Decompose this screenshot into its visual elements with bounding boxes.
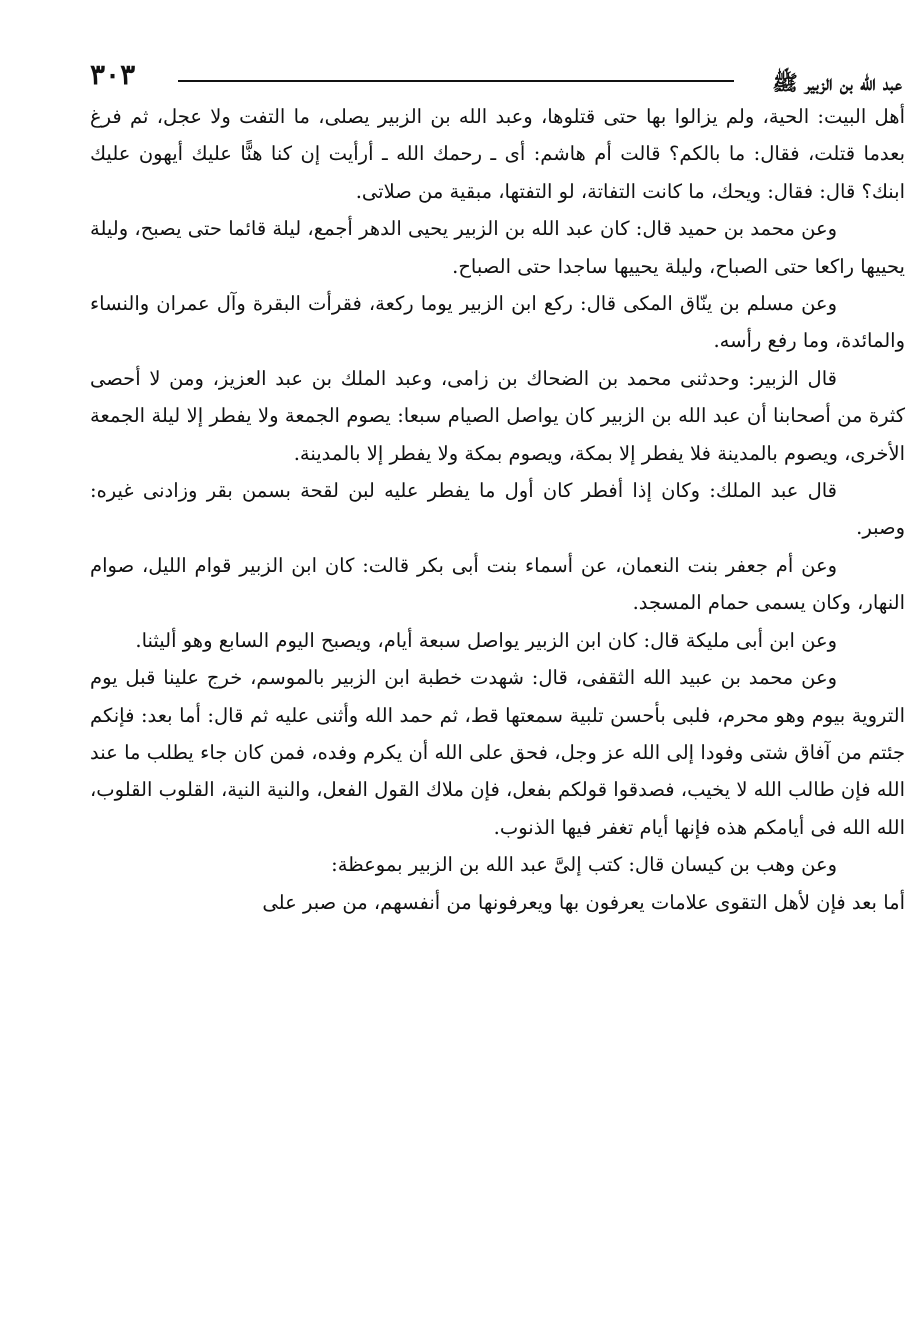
paragraph: قال عبد الملك: وكان إذا أفطر كان أول ما يفطر عليه لبن لقحة بسمن بقر وزادنى غيره: وصبر. [90,479,905,540]
paragraph: وعن ابن أبى مليكة قال: كان ابن الزبير يواصل سبعة أيام، ويصبح اليوم السابع وهو أليثنا. [135,628,837,652]
header-rule [178,80,734,82]
paragraph: قال الزبير: وحدثنى محمد بن الضحاك بن زامى، وعبد الملك بن عبد العزيز، ومن لا أحصى كثرة من أصحابنا أن عبد الله بن الزبير كان يواصل الصيام سبعا: يصوم الجمعة ولا يفطر إلا ليلة الجمعة الأخرى، ويصوم بالمدينة فلا يفطر إلا بمكة، ويصوم بمكة ولا يفطر إلا بالمدينة. [90,366,905,465]
page-header [90,58,902,98]
body-text [90,98,905,921]
paragraph: وعن محمد بن حميد قال: كان عبد الله بن الزبير يحيى الدهر أجمع، ليلة قائما حتى يصبح، وليلة يحييها راكعا حتى الصباح، وليلة يحييها ساجدا حتى الصباح. [90,217,905,278]
paragraph: وعن أم جعفر بنت النعمان، عن أسماء بنت أبى بكر قالت: كان ابن الزبير قوام الليل، صوام النهار، وكان يسمى حمام المسجد. [90,553,905,615]
paragraph: أما بعد فإن لأهل التقوى علامات يعرفون بها ويعرفونها من أنفسهم، من صبر على [262,890,905,914]
page-number: ٣٠٣ [90,58,136,91]
paragraph: أهل البيت: الحية، ولم يزالوا بها حتى قتلوها، وعبد الله بن الزبير يصلى، ما التفت ولا عجل، ثم فرغ بعدما قتلت، فقال: ما بالكم؟ قالت أم هاشم: أى ـ رحمك الله ـ أرأيت إن كنا هنًّا عليك أيهون عليك ابنك؟ قال: فقال: ويحك، ما كانت التفاتة، لو التفتها، مبقية من صلاتى. [90,105,905,203]
paragraph: وعن مسلم بن ينّاق المكى قال: ركع ابن الزبير يوما ركعة، فقرأت البقرة وآل عمران والنساء والمائدة، وما رفع رأسه. [90,292,905,353]
paragraph: وعن محمد بن عبيد الله الثقفى، قال: شهدت خطبة ابن الزبير بالموسم، خرج علينا قبل يوم التروية بيوم وهو محرم، فلبى بأحسن تلبية سمعتها قط، ثم حمد الله وأثنى عليه ثم قال: أما بعد: فإنكم جئتم من آفاق شتى وفودا إلى الله عز وجل، فحق على الله أن يكرم وفده، فمن كان جاء يطلب ما عند الله فإن طالب الله لا يخيب، فصدقوا قولكم بفعل، فإن ملاك القول الفعل، والنية النية، القلوب القلوب، الله الله فى أيامكم هذه فإنها أيام تغفر فيها الذنوب. [90,666,905,839]
running-title: عبد الله بن الزبير ﷺ [772,70,902,95]
paragraph: وعن وهب بن كيسان قال: كتب إلىَّ عبد الله بن الزبير بموعظة: [331,853,837,877]
